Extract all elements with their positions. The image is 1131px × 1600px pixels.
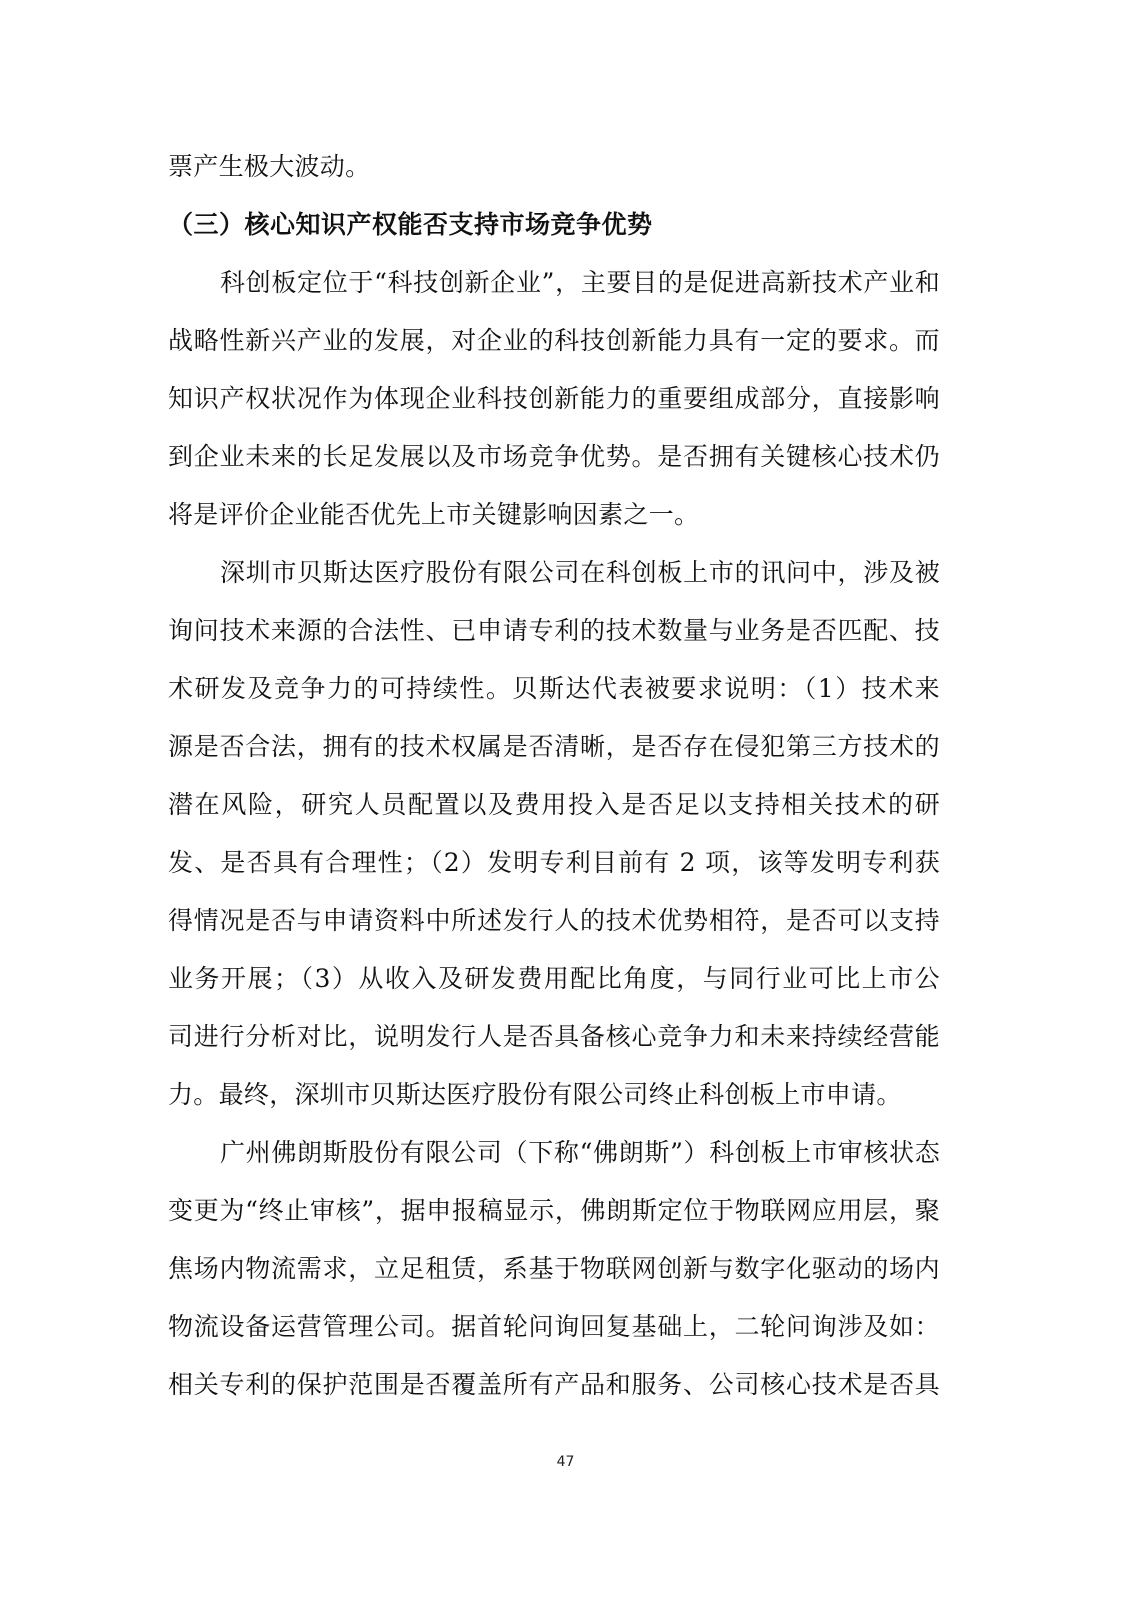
- body-line: 司进行分析对比，说明发行人是否具备核心竞争力和未来持续经营能: [168, 1022, 940, 1051]
- body-line: 知识产权状况作为体现企业科技创新能力的重要组成部分，直接影响: [168, 384, 940, 413]
- body-line: 焦场内物流需求，立足租赁，系基于物联网创新与数字化驱动的场内: [168, 1254, 940, 1283]
- body-line: 战略性新兴产业的发展，对企业的科技创新能力具有一定的要求。而: [168, 326, 940, 355]
- body-line: 术研发及竞争力的可持续性。贝斯达代表被要求说明：（1）技术来: [168, 674, 940, 703]
- body-line: 相关专利的保护范围是否覆盖所有产品和服务、公司核心技术是否具: [168, 1370, 940, 1399]
- body-line: 发、是否具有合理性；（2）发明专利目前有 2 项，该等发明专利获: [168, 848, 940, 877]
- body-line: 源是否合法，拥有的技术权属是否清晰，是否存在侵犯第三方技术的: [168, 732, 940, 761]
- page-body: [168, 138, 940, 1414]
- body-line: 物流设备运营管理公司。据首轮问询回复基础上，二轮问询涉及如：: [168, 1312, 940, 1341]
- body-line: 力。最终，深圳市贝斯达医疗股份有限公司终止科创板上市申请。: [168, 1080, 902, 1109]
- section-heading: （三）核心知识产权能否支持市场竞争优势: [168, 210, 653, 239]
- paragraph-first-line: 广州佛朗斯股份有限公司（下称“佛朗斯”）科创板上市审核状态: [220, 1138, 940, 1167]
- body-line: 变更为“终止审核”，据申报稿显示，佛朗斯定位于物联网应用层，聚: [168, 1196, 940, 1225]
- body-line: 询问技术来源的合法性、已申请专利的技术数量与业务是否匹配、技: [168, 616, 940, 645]
- body-line: 得情况是否与申请资料中所述发行人的技术优势相符，是否可以支持: [168, 906, 940, 935]
- body-line: 将是评价企业能否优先上市关键影响因素之一。: [168, 500, 700, 529]
- page-number: 47: [556, 1454, 575, 1470]
- body-line: 潜在风险，研究人员配置以及费用投入是否足以支持相关技术的研: [168, 790, 940, 819]
- body-line: 票产生极大波动。: [168, 152, 371, 181]
- body-line: 到企业未来的长足发展以及市场竞争优势。是否拥有关键核心技术仍: [168, 442, 940, 471]
- paragraph-first-line: 科创板定位于“科技创新企业”，主要目的是促进高新技术产业和: [220, 268, 940, 297]
- body-line: 业务开展；（3）从收入及研发费用配比角度，与同行业可比上市公: [168, 964, 940, 993]
- paragraph-first-line: 深圳市贝斯达医疗股份有限公司在科创板上市的讯问中，涉及被: [220, 558, 940, 587]
